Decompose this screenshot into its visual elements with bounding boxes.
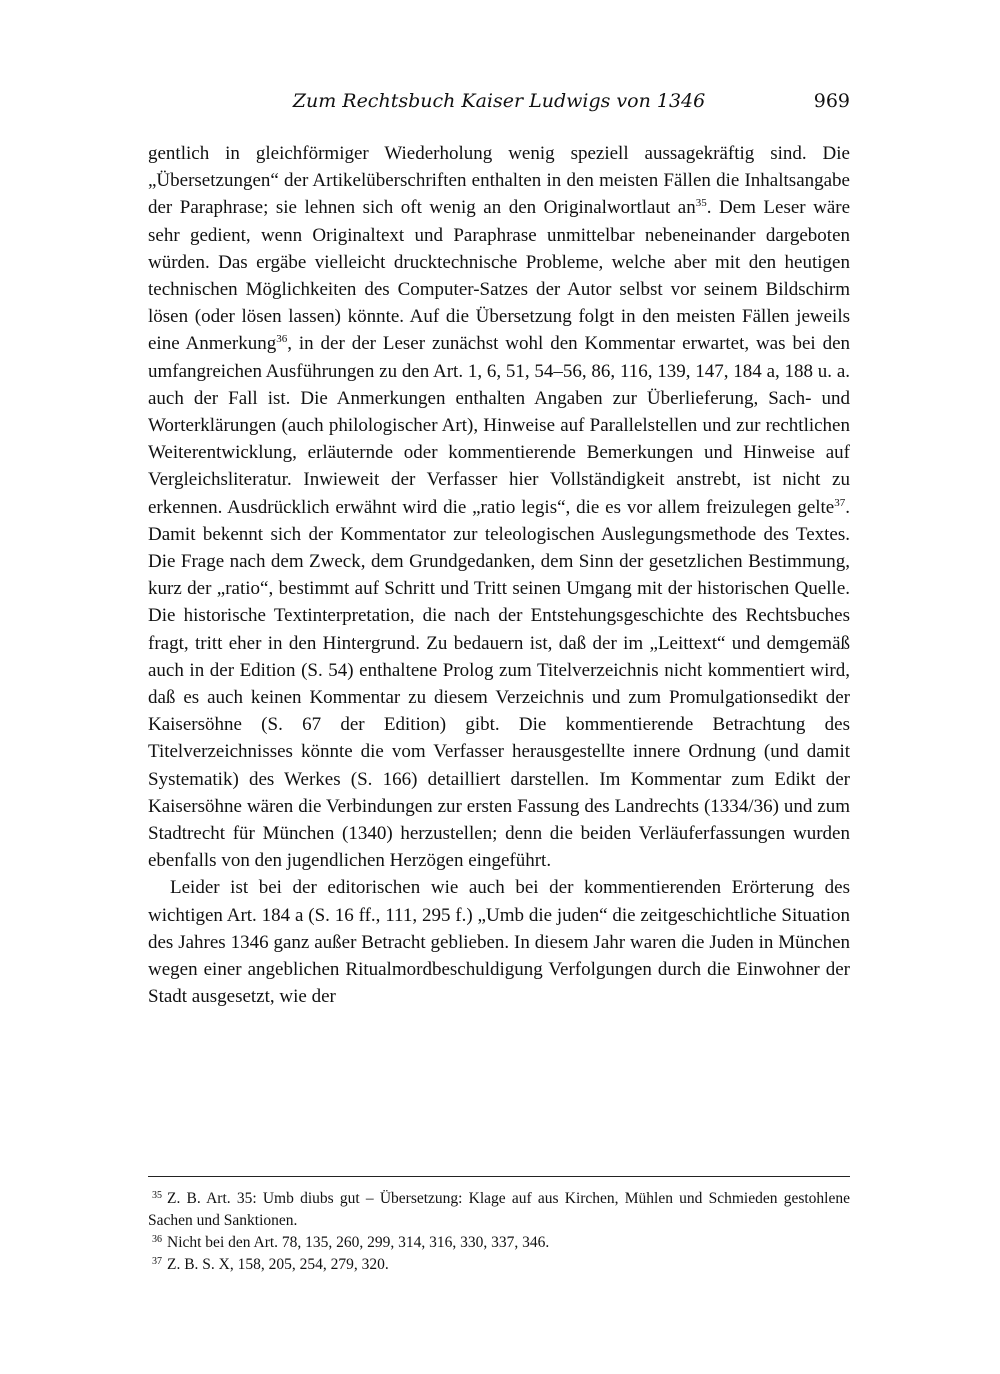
footnote-35 — [148, 1188, 850, 1232]
footnote-ref-37[interactable]: 37 — [834, 496, 846, 509]
paragraph-1-text-d: . Damit bekennt sich der Kommentator zur teleologischen Auslegungsmethode des Textes. Die Frage nach dem Zweck, dem Grundgedanken, dem Sinn der gesetzlichen Bestimmung, kurz der „ratio“, bestimmt auf Schritt und Tritt seinen Umgang mit der historischen Quelle. Die historische Textinterpretation, die nach der Entstehungsgeschichte des Rechtsbuches fragt, tritt eher in den Hintergrund. Zu bedauern ist, daß der im „Leittext“ und demgemäß auch in der Edition (S. 54) enthaltene Prolog zum Titelverzeichnis nicht kommentiert wird, daß es auch keinen Kommentar zu diesem Verzeichnis und zum Promulgationsedikt der Kaisersöhne (S. 67 der Edition) gibt. Die kommentierende Betrachtung des Titelverzeichnisses könnte die vom Verfasser herausgestellte innere Ordnung (und damit Systematik) des Werkes (S. 166) detailliert darstellen. Im Kommentar zum Edikt der Kaisersöhne wären die Verbindungen zur ersten Fassung des Landrechts (1334/36) und zum Stadtrecht für München (1340) herzustellen; denn die beiden Verläuferfassungen wurden ebenfalls von den jugendlichen Herzögen eingeführt. — [148, 496, 850, 872]
footnote-ref-36[interactable]: 36 — [276, 333, 288, 346]
footnote-number: 36 — [152, 1234, 162, 1245]
footnote-37 — [148, 1254, 850, 1276]
paragraph-1-text-a: gentlich in gleichförmiger Wiederholung wenig speziell aussagekräftig sind. Die „Übersetzungen“ der Artikelüberschriften enthalten in den meisten Fällen die Inhaltsangabe der Paraphrase; sie lehnen sich oft wenig an den Originalwortlaut an — [148, 143, 850, 219]
footnotes — [148, 1188, 850, 1276]
paragraph-1 — [148, 140, 850, 874]
footnote-divider — [148, 1176, 850, 1177]
footnote-text: Nicht bei den Art. 78, 135, 260, 299, 314, 316, 330, 337, 346. — [167, 1234, 550, 1251]
footnote-number: 37 — [152, 1256, 162, 1267]
footnote-36 — [148, 1232, 850, 1254]
footnote-text: Z. B. S. X, 158, 205, 254, 279, 320. — [167, 1256, 389, 1273]
page-number: 969 — [813, 90, 850, 112]
running-header — [148, 90, 850, 120]
footnote-ref-35[interactable]: 35 — [695, 197, 707, 210]
footnote-text: Z. B. Art. 35: Umb diubs gut – Übersetzung: Klage auf aus Kirchen, Mühlen und Schmieden gestohlene Sachen und Sanktionen. — [148, 1190, 850, 1229]
paragraph-1-text-c: , in der der Leser zunächst wohl den Kommentar erwartet, was bei den umfangreichen Ausführungen zu den Art. 1, 6, 51, 54–56, 86, 116, 139, 147, 184 a, 188 u. a. auch der Fall ist. Die Anmerkungen enthalten Angaben zur Überlieferung, Sach- und Worterklärungen (auch philologischer Art), Hinweise auf Parallelstellen und zur rechtlichen Weiterentwicklung, erläuternde oder kommentierende Bemerkungen und Hinweise auf Vergleichsliteratur. Inwieweit der Verfasser hier Vollständigkeit anstrebt, ist nicht zu erkennen. Ausdrücklich erwähnt wird die „ratio legis“, die es vor allem freizulegen gelte — [148, 333, 850, 518]
footnote-number: 35 — [152, 1190, 162, 1201]
paragraph-1-text-b: . Dem Leser wäre sehr gedient, wenn Originaltext und Paraphrase unmittelbar nebeneinander dargeboten würden. Das ergäbe vielleicht drucktechnische Probleme, welche aber mit den heutigen technischen Möglichkeiten des Computer-Satzes der Autor selbst vor seinem Bildschirm lösen (oder lösen lassen) könnte. Auf die Übersetzung folgt in den meisten Fällen jeweils eine Anmerkung — [148, 197, 851, 355]
body-text — [148, 140, 850, 1011]
paragraph-2: Leider ist bei der editorischen wie auch bei der kommentierenden Erörterung des wichtigen Art. 184 a (S. 16 ff., 111, 295 f.) „Umb die juden“ die zeitgeschichtliche Situation des Jahres 1346 ganz außer Betracht geblieben. In diesem Jahr waren die Juden in München wegen einer angeblichen Ritualmordbeschuldigung Verfolgungen durch die Einwohner der Stadt ausgesetzt, wie der — [148, 877, 850, 1008]
running-title: Zum Rechtsbuch Kaiser Ludwigs von 1346 — [292, 90, 706, 112]
